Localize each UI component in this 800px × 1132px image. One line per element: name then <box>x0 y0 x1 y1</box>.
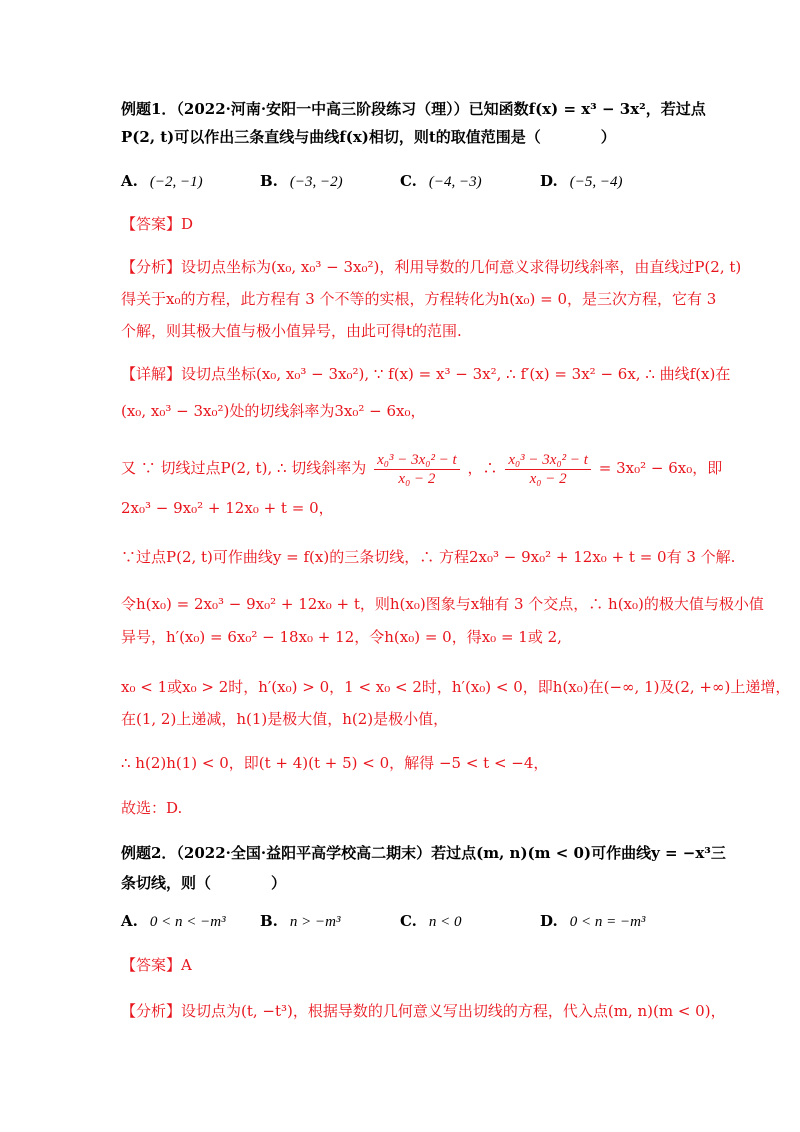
example1-answer: 【答案】D <box>121 215 194 233</box>
example1-detail-line4: 2x₀³ − 9x₀² + 12x₀ + t = 0， <box>121 499 334 517</box>
example1-analysis-line2: 得关于x₀的方程，此方程有 3 个不等的实根，方程转化为h(x₀) = 0，是三次方程，它有 3 <box>121 290 717 308</box>
example1-detail-line11: 故选：D. <box>121 799 183 817</box>
example2-option-d: D. 0 < n = −m³ <box>540 912 646 930</box>
example1-option-c: C. (−4, −3) <box>400 172 482 190</box>
example1-question-line2: P(2, t)可以作出三条直线与曲线f(x)相切，则t的取值范围是（ ） <box>121 128 616 146</box>
example2-option-b: B. n > −m³ <box>260 912 341 930</box>
example1-question-line1: 例题1．（2022·河南·安阳一中高三阶段练习（理））已知函数f(x) = x³ − 3x²，若过点 <box>121 100 706 118</box>
example1-analysis-line3: 个解，则其极大值与极小值异号，由此可得t的范围. <box>121 322 462 340</box>
example1-detail-line3: 又 ∵ 切线过点P(2, t), ∴ 切线斜率为 $\frac{\text{x₀³ − 3x₀² − t}}{\text{x₀ − 2}}$ ，∴ $\frac{\text{x₀³ − 3x₀² − t}}{\text{x₀ − 2}}$ = 3x₀² − 6x₀，即 <box>121 451 723 487</box>
example1-detail-line1: 【详解】设切点坐标(x₀, x₀³ − 3x₀²), ∵ f(x) = x³ − 3x², ∴ f′(x) = 3x² − 6x, ∴ 曲线f(x)在 <box>121 365 731 383</box>
example2-question-line2: 条切线，则（ ） <box>121 874 287 892</box>
equation-fraction: $\frac{\text{x₀³ − 3x₀² − t}}{\text{x₀ − 2}}$ <box>505 451 591 488</box>
example2-option-c: C. n < 0 <box>400 912 462 930</box>
example2-analysis-line1: 【分析】设切点为(t, −t³)，根据导数的几何意义写出切线的方程，代入点(m, n)(m < 0)， <box>121 1002 726 1020</box>
example1-analysis-line1: 【分析】设切点坐标为(x₀, x₀³ − 3x₀²)，利用导数的几何意义求得切线斜率，由直线过P(2, t) <box>121 258 742 276</box>
example1-option-b: B. (−3, −2) <box>260 172 343 190</box>
example1-detail-line8: x₀ < 1或x₀ > 2时，h′(x₀) > 0，1 < x₀ < 2时，h′(x₀) < 0，即h(x₀)在(−∞, 1)及(2, +∞)上递增， <box>121 678 791 696</box>
example2-question-line1: 例题2．（2022·全国·益阳平高学校高二期末）若过点(m, n)(m < 0)可作曲线y = −x³三 <box>121 844 726 862</box>
slope-fraction: $\frac{\text{x₀³ − 3x₀² − t}}{\text{x₀ − 2}}$ <box>374 451 460 488</box>
example1-detail-line5: ∵过点P(2, t)可作曲线y = f(x)的三条切线，∴ 方程2x₀³ − 9x₀² + 12x₀ + t = 0有 3 个解. <box>121 548 736 566</box>
example1-detail-line7: 异号，h′(x₀) = 6x₀² − 18x₀ + 12，令h(x₀) = 0，得x₀ = 1或 2, <box>121 628 562 646</box>
example1-detail-line2: (x₀, x₀³ − 3x₀²)处的切线斜率为3x₀² − 6x₀， <box>121 402 426 420</box>
example1-option-d: D. (−5, −4) <box>540 172 623 190</box>
example1-detail-line6: 令h(x₀) = 2x₀³ − 9x₀² + 12x₀ + t，则h(x₀)图象与x轴有 3 个交点，∴ h(x₀)的极大值与极小值 <box>121 595 764 613</box>
example2-option-a: A. 0 < n < −m³ <box>121 912 226 930</box>
example1-detail-line9: 在(1, 2)上递减，h(1)是极大值，h(2)是极小值， <box>121 710 449 728</box>
example2-answer: 【答案】A <box>121 956 192 974</box>
example1-detail-line10: ∴ h(2)h(1) < 0，即(t + 4)(t + 5) < 0，解得 −5 < t < −4， <box>121 754 549 772</box>
example1-option-a: A. (−2, −1) <box>121 172 203 190</box>
